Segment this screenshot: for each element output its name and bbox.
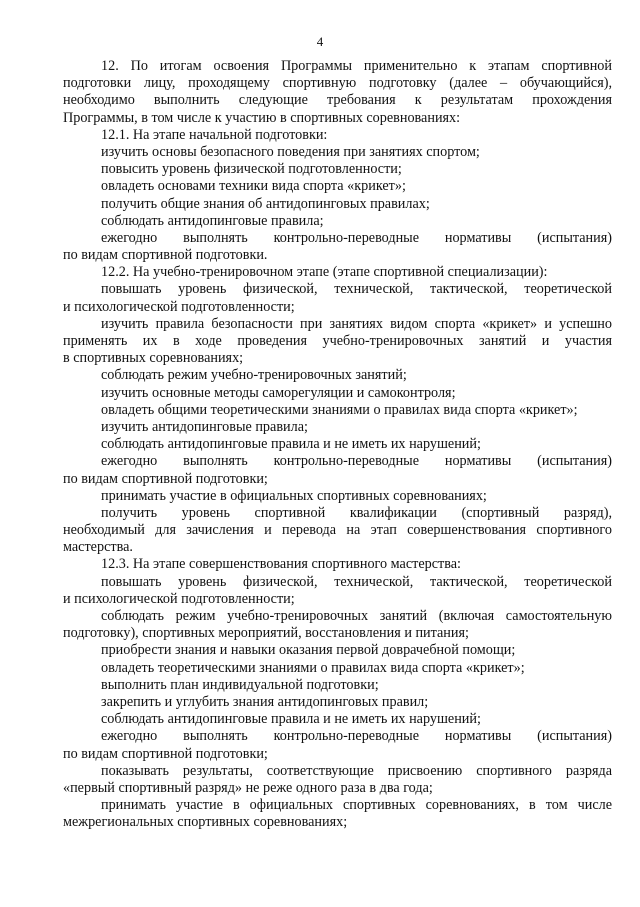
text-line: овладеть общими теоретическими знаниями о правилах вида спорта «крикет»; <box>101 401 578 418</box>
text-line: 12. По итогам освоения Программы применительно к этапам спортивной <box>101 58 612 74</box>
text-line: ежегодно выполнять контрольно-переводные нормативы (испытания) <box>101 229 612 246</box>
text-line: повысить уровень физической подготовленности; <box>101 161 402 178</box>
text-line: по видам спортивной подготовки; <box>63 745 268 762</box>
text-line: показывать результаты, соответствующие присвоению спортивного разряда <box>101 762 612 779</box>
text-line: приобрести знания и навыки оказания первой доврачебной помощи; <box>101 642 516 659</box>
text-line: овладеть теоретическими знаниями о правилах вида спорта «крикет»; <box>101 659 525 676</box>
text-line: мастерства. <box>63 539 133 556</box>
text-line: Программы, в том числе к участию в спортивных соревнованиях: <box>63 109 461 126</box>
text-line: соблюдать антидопинговые правила; <box>101 212 324 229</box>
text-line: соблюдать антидопинговые правила и не иметь их нарушений; <box>101 711 481 728</box>
text-line: ежегодно выполнять контрольно-переводные нормативы (испытания) <box>101 728 612 745</box>
text-line: в спортивных соревнованиях; <box>63 350 244 367</box>
text-line: подготовку), спортивных мероприятий, восстановления и питания; <box>63 625 469 642</box>
text-line: необходимо выполнить следующие требования к результатам прохождения <box>63 92 612 109</box>
text-line: ежегодно выполнять контрольно-переводные нормативы (испытания) <box>101 453 612 470</box>
text-line: по видам спортивной подготовки. <box>63 247 268 264</box>
text-line: получить общие знания об антидопинговых правилах; <box>101 195 430 212</box>
text-line: межрегиональных спортивных соревнованиях; <box>63 814 348 831</box>
text-line: 12.3. На этапе совершенствования спортивного мастерства: <box>101 556 461 573</box>
text-line: соблюдать режим учебно-тренировочных занятий; <box>101 367 407 384</box>
document-body <box>63 58 612 831</box>
text-line: применять их в ходе проведения учебно-тренировочных занятий и участия <box>63 333 612 349</box>
text-line: выполнить план индивидуальной подготовки; <box>101 676 379 693</box>
text-line: 12.2. На учебно-тренировочном этапе (этапе спортивной специализации): <box>101 264 548 281</box>
text-line: «первый спортивный разряд» не реже одного раза в два года; <box>63 779 433 796</box>
text-line: 12.1. На этапе начальной подготовки: <box>101 126 328 143</box>
text-line: изучить основы безопасного поведения при занятиях спортом; <box>101 143 480 160</box>
text-line: по видам спортивной подготовки; <box>63 470 268 487</box>
text-line: изучить основные методы саморегуляции и самоконтроля; <box>101 384 456 401</box>
text-line: соблюдать антидопинговые правила и не иметь их нарушений; <box>101 436 481 453</box>
page-number: 4 <box>316 34 324 49</box>
text-line: изучить правила безопасности при занятиях видом спорта «крикет» и успешно <box>101 315 612 332</box>
text-line: принимать участие в официальных спортивных соревнованиях; <box>101 487 487 504</box>
text-line: и психологической подготовленности; <box>63 590 295 607</box>
text-line: подготовки лицу, проходящему спортивную подготовку (далее – обучающийся), <box>63 75 612 92</box>
text-line: повышать уровень физической, технической, тактической, теоретической <box>101 573 612 590</box>
text-line: овладеть основами техники вида спорта «крикет»; <box>101 178 406 195</box>
text-line: необходимый для зачисления и перевода на этап совершенствования спортивного <box>63 522 612 539</box>
text-line: принимать участие в официальных спортивных соревнованиях, в том числе <box>101 797 612 814</box>
text-line: изучить антидопинговые правила; <box>101 418 308 435</box>
text-line: и психологической подготовленности; <box>63 298 295 315</box>
text-line: соблюдать режим учебно-тренировочных занятий (включая самостоятельную <box>101 608 612 624</box>
text-line: повышать уровень физической, технической, тактической, теоретической <box>101 281 612 298</box>
text-line: закрепить и углубить знания антидопинговых правил; <box>101 693 429 710</box>
text-line: получить уровень спортивной квалификации (спортивный разряд), <box>101 504 612 521</box>
